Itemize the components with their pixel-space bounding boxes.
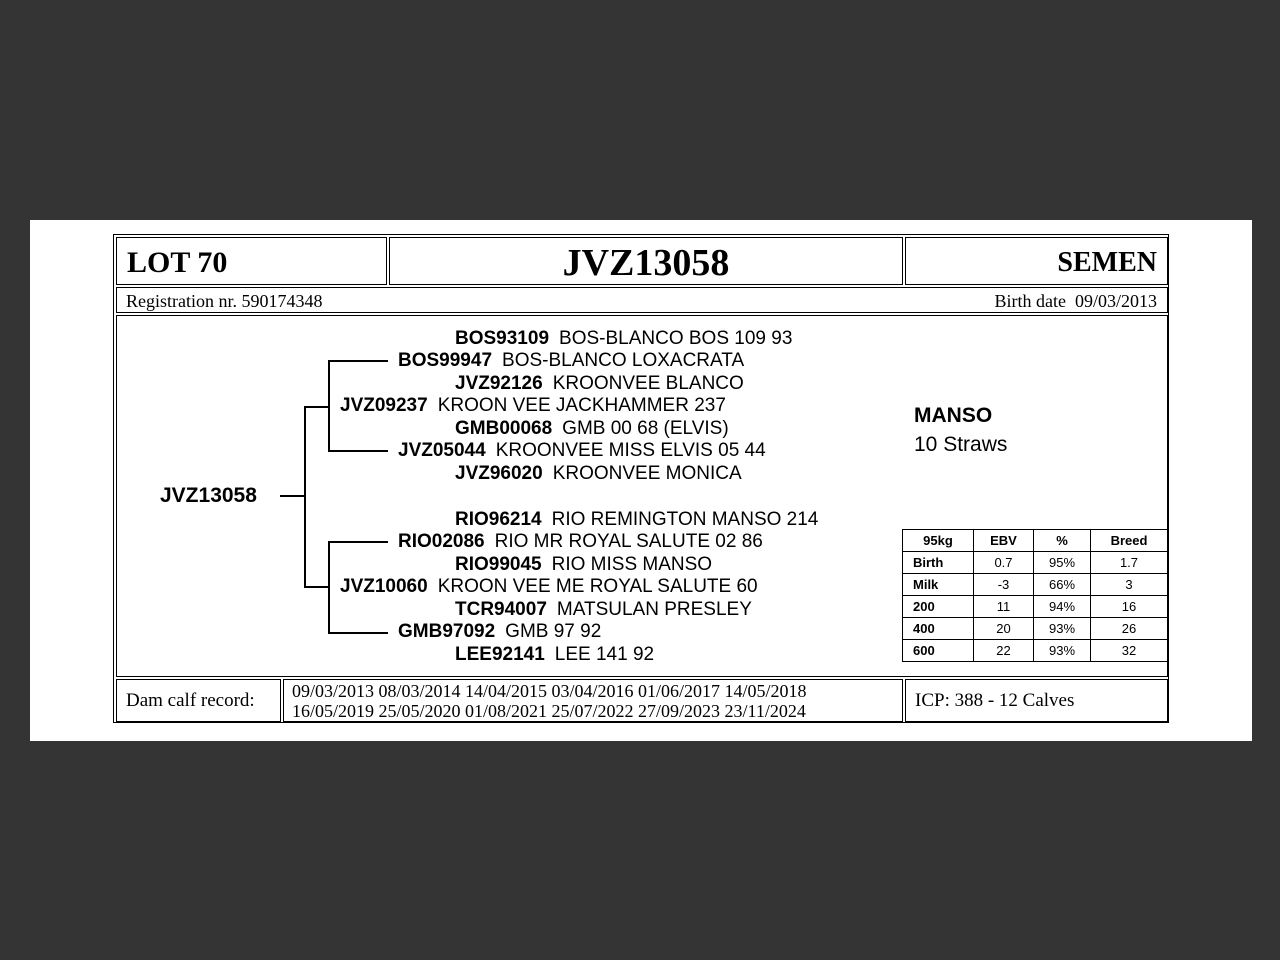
table-header: Breed [1091, 530, 1168, 552]
pedigree-sdd: JVZ96020 KROONVEE MONICA [455, 463, 742, 484]
pedigree-ss: BOS99947 BOS-BLANCO LOXACRATA [398, 350, 745, 371]
document-page [30, 220, 1252, 741]
straw-count: 10 Straws [914, 433, 1008, 456]
table-cell: 66% [1034, 574, 1091, 596]
pedigree-line [304, 406, 329, 408]
dam-record-dates [283, 679, 903, 722]
pedigree-line [328, 541, 330, 633]
table-cell: 22 [974, 640, 1034, 662]
pedigree-sss: BOS93109 BOS-BLANCO BOS 109 93 [455, 328, 793, 349]
table-cell: 1.7 [1091, 552, 1168, 574]
pedigree-dsd: RIO99045 RIO MISS MANSO [455, 554, 713, 575]
table-cell: 93% [1034, 618, 1091, 640]
product-type: SEMEN [905, 237, 1168, 285]
table-header: % [1034, 530, 1091, 552]
lot-number: LOT 70 [116, 237, 387, 285]
table-row [903, 574, 1168, 596]
table-cell: 600 [903, 640, 974, 662]
table-cell: 200 [903, 596, 974, 618]
registration-row [116, 287, 1168, 313]
table-header: 95kg [903, 530, 974, 552]
pedigree-dam: JVZ10060 KROON VEE ME ROYAL SALUTE 60 [340, 576, 758, 597]
pedigree-ds: RIO02086 RIO MR ROYAL SALUTE 02 86 [398, 531, 763, 552]
icp-info: ICP: 388 - 12 Calves [905, 679, 1168, 722]
table-cell: 16 [1091, 596, 1168, 618]
birth-date-info [995, 288, 1158, 314]
table-cell: 94% [1034, 596, 1091, 618]
pedigree-line [328, 541, 388, 543]
table-row [903, 552, 1168, 574]
table-row [903, 596, 1168, 618]
pedigree-ddd: LEE92141 LEE 141 92 [455, 644, 655, 665]
table-cell: 93% [1034, 640, 1091, 662]
pedigree-dds: TCR94007 MATSULAN PRESLEY [455, 599, 752, 620]
table-cell: 20 [974, 618, 1034, 640]
pedigree-line [328, 360, 330, 451]
table-cell: 11 [974, 596, 1034, 618]
pedigree-subject: JVZ13058 [160, 484, 257, 507]
table-header-row [903, 530, 1168, 552]
pedigree-line [328, 360, 388, 362]
pedigree-sd: JVZ05044 KROONVEE MISS ELVIS 05 44 [398, 440, 766, 461]
lot-card [113, 234, 1169, 723]
animal-id-title: JVZ13058 [389, 237, 903, 285]
birth-date-value: 09/03/2013 [1074, 291, 1157, 311]
pedigree-dss: RIO96214 RIO REMINGTON MANSO 214 [455, 509, 819, 530]
table-row [903, 618, 1168, 640]
pedigree-ssd: JVZ92126 KROONVEE BLANCO [455, 373, 744, 394]
pedigree-dd: GMB97092 GMB 97 92 [398, 621, 602, 642]
table-cell: 32 [1091, 640, 1168, 662]
pedigree-sds: GMB00068 GMB 00 68 (ELVIS) [455, 418, 729, 439]
pedigree-line [304, 406, 306, 587]
table-cell: 26 [1091, 618, 1168, 640]
pedigree-line [328, 632, 388, 634]
table-cell: 0.7 [974, 552, 1034, 574]
table-cell: 3 [1091, 574, 1168, 596]
table-cell: 400 [903, 618, 974, 640]
dam-record-label: Dam calf record: [116, 679, 281, 722]
registration-info [126, 288, 323, 314]
dam-record-line: 09/03/2013 08/03/2014 14/04/2015 03/04/2016 01/06/2017 14/05/2018 [292, 681, 807, 701]
pedigree-sire: JVZ09237 KROON VEE JACKHAMMER 237 [340, 395, 726, 416]
dam-record-line: 16/05/2019 25/05/2020 01/08/2021 25/07/2022 27/09/2023 23/11/2024 [292, 701, 806, 721]
table-cell: Birth [903, 552, 974, 574]
table-header: EBV [974, 530, 1034, 552]
lot-info [914, 401, 1007, 459]
birth-date-label: Birth date [994, 291, 1066, 311]
sire-name: MANSO [914, 404, 993, 427]
table-cell: 95% [1034, 552, 1091, 574]
table-cell: -3 [974, 574, 1034, 596]
registration-number: 590174348 [241, 291, 323, 311]
pedigree-line [304, 586, 329, 588]
ebv-table [902, 529, 1168, 662]
table-cell: Milk [903, 574, 974, 596]
pedigree-line [328, 450, 388, 452]
registration-label: Registration nr. [126, 291, 237, 311]
pedigree-line [280, 495, 305, 497]
table-row [903, 640, 1168, 662]
